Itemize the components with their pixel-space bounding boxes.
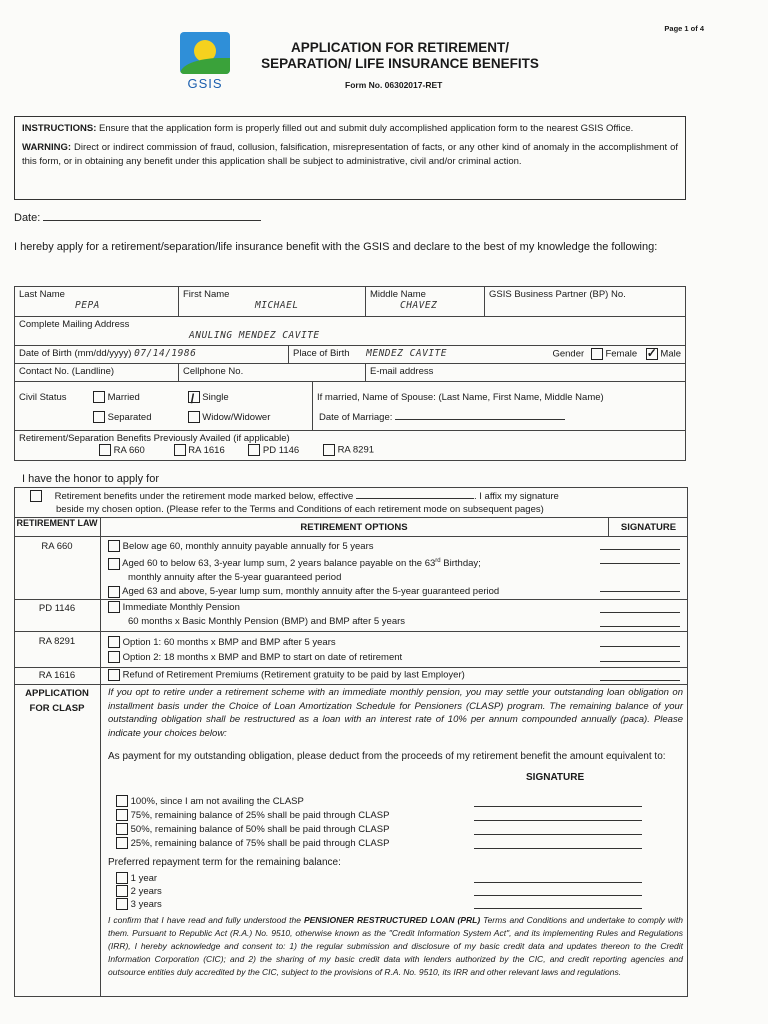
prev-pd1146-label: PD 1146: [262, 444, 300, 456]
term-1-signature[interactable]: [474, 882, 642, 883]
term-2-signature[interactable]: [474, 895, 642, 896]
address-value: ANULING MENDEZ CAVITE: [189, 330, 320, 341]
clasp-50-signature[interactable]: [474, 834, 642, 835]
middle-name-label: Middle Name: [370, 289, 426, 300]
ra1616-law: RA 1616: [38, 670, 76, 681]
pd1146-opt2: 60 months x Basic Monthly Pension (BMP) and BMP after 5 years: [128, 616, 406, 627]
instructions-text: Ensure that the application form is properly filled out and submit duly accomplished application form to the nearest GSIS Office.: [96, 123, 634, 134]
form-number: Form No. 06302017-RET: [345, 80, 443, 90]
ra8291-law: RA 8291: [38, 636, 76, 647]
clasp-confirmation: [108, 914, 683, 979]
ra660-opt3-signature[interactable]: [600, 591, 680, 592]
ra660-opt2c: monthly annuity after the 5-year guaranteed period: [128, 572, 342, 584]
female-label: Female: [605, 348, 638, 360]
instructions-box: [14, 116, 686, 200]
clasp-terms: [116, 872, 162, 911]
pd1146-opt1-checkbox[interactable]: [108, 601, 120, 613]
honor-text: I have the honor to apply for: [22, 473, 159, 485]
pd1146-opt1: Immediate Monthly Pension: [122, 602, 240, 613]
date-row: [14, 210, 261, 224]
clasp-75-signature[interactable]: [474, 820, 642, 821]
retirement-benefits-tail: . I affix my signature: [473, 491, 559, 502]
header-options: RETIREMENT OPTIONS: [300, 522, 408, 533]
confirm-prl: PENSIONER RESTRUCTURED LOAN (PRL): [303, 915, 481, 925]
landline-cell[interactable]: [15, 364, 179, 382]
clasp-choice-25: 25%, remaining balance of 75% shall be paid through CLASP: [130, 838, 390, 849]
marriage-date-field[interactable]: [395, 411, 565, 420]
ra8291-opt1-signature[interactable]: [600, 646, 680, 647]
clasp-choice-50-checkbox[interactable]: [116, 823, 128, 835]
dob-cell[interactable]: [15, 346, 289, 364]
ra660-opt1-checkbox[interactable]: [108, 540, 120, 552]
ra1616-options: [108, 669, 465, 681]
prev-ra1616-checkbox[interactable]: [174, 444, 186, 456]
title-line-1: APPLICATION FOR RETIREMENT/: [291, 40, 509, 55]
row-pd1146: [14, 600, 688, 632]
term-1-year-checkbox[interactable]: [116, 872, 128, 884]
header-signature: SIGNATURE: [608, 518, 688, 537]
clasp-choice-75: 75%, remaining balance of 25% shall be paid through CLASP: [130, 810, 390, 821]
female-checkbox[interactable]: [591, 348, 603, 360]
options-table-header: [14, 517, 688, 537]
retirement-benefits-statement: [30, 490, 680, 516]
term-2-years: 2 years: [130, 886, 162, 897]
spouse-cell[interactable]: [313, 382, 686, 431]
gender-cell: [509, 346, 686, 364]
effective-date-field[interactable]: [356, 490, 474, 499]
page-number: Page 1 of 4: [664, 24, 704, 33]
warning-text: Direct or indirect commission of fraud, collusion, falsification, misrepresentation of facts, or any other kind of anomaly in the accomplishment of this form, or in obtaining any benefit under this application shall be subject to administrative, civil and/or criminal action.: [22, 142, 678, 167]
first-name-cell[interactable]: [179, 287, 366, 317]
personal-info: [14, 286, 686, 461]
dob-value: 07/14/1986: [134, 348, 197, 359]
first-name-value: MICHAEL: [255, 300, 299, 311]
retirement-benefits-checkbox[interactable]: [30, 490, 42, 502]
clasp-intro: If you opt to retire under a retirement scheme with an immediate monthly pension, you may settle your outstanding loan obligation on installment basis under the Choice of Loan Amortization Schedule for Pensioners (CLASP) program. The remaining balance of your outstanding obligation shall be restructured as a loan with an interest rate of 10% per annum compounded annually (paca). Please indicate your choices below:: [108, 687, 683, 739]
confirm-text-a: I confirm that I have read and fully understood the: [108, 915, 304, 925]
marriage-label: Date of Marriage:: [319, 412, 393, 423]
pd1146-options: [108, 601, 405, 629]
first-name-label: First Name: [183, 289, 230, 300]
previous-benefits-cell: [15, 431, 686, 461]
date-label: Date:: [14, 212, 41, 224]
clasp-payment: As payment for my outstanding obligation, please deduct from the proceeds of my retirement benefit the amount equivalent to:: [108, 751, 666, 762]
widow-checkbox[interactable]: [188, 411, 200, 423]
ra8291-options: [108, 635, 402, 665]
civil-status-label: Civil Status: [19, 392, 67, 403]
row-ra1616: [14, 668, 688, 685]
prev-ra660-label: RA 660: [113, 444, 145, 456]
married-label: Married: [107, 392, 140, 403]
ra660-opt2b: Birthday;: [440, 558, 481, 570]
clasp-choice-100-checkbox[interactable]: [116, 795, 128, 807]
ra8291-opt1-checkbox[interactable]: [108, 636, 120, 648]
term-3-years-checkbox[interactable]: [116, 898, 128, 910]
cellphone-cell[interactable]: [179, 364, 366, 382]
confirm-text-b: Terms and Conditions and undertake to comply with them. Pursuant to Republic Act (R.A.) No. 9510, otherwise known as the "Credit Information System Act", and its implementing Rules and Regulations (IRR), I hereby acknowledge and consent to: 1) the regular submission and disclosure of my basic credit data and updates thereon to the Credit Information Corporation (CIC); and 2) the sharing of my basic credit data with lenders authorized by the CIC, and credit reporting agencies and outsource entities duly accredited by the CIC, subject to the provisions of R.A. No. 9510, its IRR and other relevant laws and regulations.: [108, 915, 683, 977]
ra1616-opt1: Refund of Retirement Premiums (Retirement gratuity to be paid by last Employer): [122, 669, 465, 681]
male-checkbox[interactable]: [646, 348, 658, 360]
clasp-choices: [116, 795, 389, 851]
prev-ra8291-label: RA 8291: [337, 444, 375, 456]
middle-name-value: CHAVEZ: [400, 300, 438, 311]
term-2-years-checkbox[interactable]: [116, 885, 128, 897]
prev-ra1616-label: RA 1616: [188, 444, 225, 456]
clasp-law: APPLICATION FOR CLASP: [25, 688, 89, 714]
single-checkbox[interactable]: [188, 391, 200, 403]
pd1146-opt1-signature[interactable]: [600, 612, 680, 613]
ra8291-opt1: Option 1: 60 months x BMP and BMP after 5 years: [122, 637, 336, 648]
pob-label: Place of Birth: [293, 348, 350, 359]
married-checkbox[interactable]: [93, 391, 105, 403]
warning-label: WARNING:: [22, 142, 72, 153]
pd1146-law: PD 1146: [38, 603, 76, 614]
landline-label: Contact No. (Landline): [19, 366, 115, 377]
spouse-label: If married, Name of Spouse: (Last Name, First Name, Middle Name): [317, 392, 604, 403]
ra8291-opt2-checkbox[interactable]: [108, 651, 120, 663]
widow-label: Widow/Widower: [202, 412, 271, 423]
last-name-value: PEPA: [75, 300, 100, 311]
clasp-choice-100: 100%, since I am not availing the CLASP: [130, 796, 304, 807]
ra660-opt2-checkbox[interactable]: [108, 558, 120, 570]
separated-label: Separated: [107, 412, 152, 423]
date-field[interactable]: [43, 210, 261, 221]
header-law: RETIREMENT LAW: [14, 518, 101, 538]
ra1616-opt1-checkbox[interactable]: [108, 669, 120, 681]
clasp-100-signature[interactable]: [474, 806, 642, 807]
term-1-year: 1 year: [130, 873, 158, 884]
prev-ra8291-checkbox[interactable]: [323, 444, 335, 456]
row-ra8291: [14, 632, 688, 668]
address-cell[interactable]: [15, 317, 686, 346]
address-label: Complete Mailing Address: [19, 319, 130, 330]
term-3-signature[interactable]: [474, 908, 642, 909]
instructions-label: INSTRUCTIONS:: [22, 123, 97, 134]
email-cell[interactable]: [366, 364, 686, 382]
dob-label: Date of Birth (mm/dd/yyyy): [19, 348, 132, 359]
previous-benefits-label: Retirement/Separation Benefits Previously Availed (if applicable): [19, 433, 290, 444]
clasp-choice-75-checkbox[interactable]: [116, 809, 128, 821]
clasp-choice-50: 50%, remaining balance of 50% shall be paid through CLASP: [130, 824, 390, 835]
middle-name-cell[interactable]: [366, 287, 485, 317]
ra660-opt2-signature[interactable]: [600, 563, 680, 564]
ra660-opt1: Below age 60, monthly annuity payable annually for 5 years: [122, 541, 374, 552]
last-name-label: Last Name: [19, 289, 65, 300]
ra660-opt2a: Aged 60 to below 63, 3-year lump sum, 2 years balance payable on the 63: [122, 558, 436, 570]
male-label: Male: [660, 348, 681, 360]
single-label: Single: [202, 392, 229, 403]
title-line-2: SEPARATION/ LIFE INSURANCE BENEFITS: [261, 56, 539, 71]
clasp-choice-25-checkbox[interactable]: [116, 837, 128, 849]
ra660-opt3: Aged 63 and above, 5-year lump sum, monthly annuity after the 5-year guaranteed period: [122, 586, 500, 598]
pd1146-opt2-signature[interactable]: [600, 626, 680, 627]
ra660-opt3-checkbox[interactable]: [108, 586, 120, 598]
last-name-cell[interactable]: [15, 287, 179, 317]
clasp-signature-header: SIGNATURE: [526, 772, 585, 783]
ra660-opt1-signature[interactable]: [600, 549, 680, 550]
clasp-25-signature[interactable]: [474, 848, 642, 849]
retirement-benefits-line1: Retirement benefits under the retirement mode marked below, effective: [54, 491, 354, 502]
gender-label: Gender: [552, 348, 585, 360]
ra8291-opt2: Option 2: 18 months x BMP and BMP to start on date of retirement: [122, 652, 403, 663]
logo-text: GSIS: [187, 76, 223, 91]
separated-checkbox[interactable]: [93, 411, 105, 423]
prev-ra660-checkbox[interactable]: [99, 444, 111, 456]
ra8291-opt2-signature[interactable]: [600, 661, 680, 662]
ra1616-opt1-signature[interactable]: [600, 680, 680, 681]
ra660-options: [108, 540, 499, 599]
gsis-logo: [176, 32, 234, 90]
ra660-opt2-sup: rd: [435, 558, 441, 564]
pob-value: MENDEZ CAVITE: [366, 348, 447, 359]
pob-cell[interactable]: [289, 346, 510, 364]
row-ra660: [14, 537, 688, 600]
email-label: E-mail address: [370, 366, 434, 377]
gsis-logo-icon: [180, 32, 230, 74]
civil-status-cell: [15, 382, 313, 431]
bp-label: GSIS Business Partner (BP) No.: [489, 289, 626, 300]
declaration: I hereby apply for a retirement/separation/life insurance benefit with the GSIS and declare to the best of my knowledge the following:: [14, 241, 658, 253]
term-3-years: 3 years: [130, 899, 162, 910]
cellphone-label: Cellphone No.: [183, 366, 244, 377]
bp-number-cell[interactable]: [485, 287, 686, 317]
retirement-benefits-line2: beside my chosen option. (Please refer to the Terms and Conditions of each retirement mode on subsequent pages): [56, 504, 544, 515]
prev-pd1146-checkbox[interactable]: [248, 444, 260, 456]
form-title: [240, 40, 560, 72]
clasp-term-label: Preferred repayment term for the remaining balance:: [108, 857, 341, 868]
ra660-law: RA 660: [41, 541, 73, 552]
